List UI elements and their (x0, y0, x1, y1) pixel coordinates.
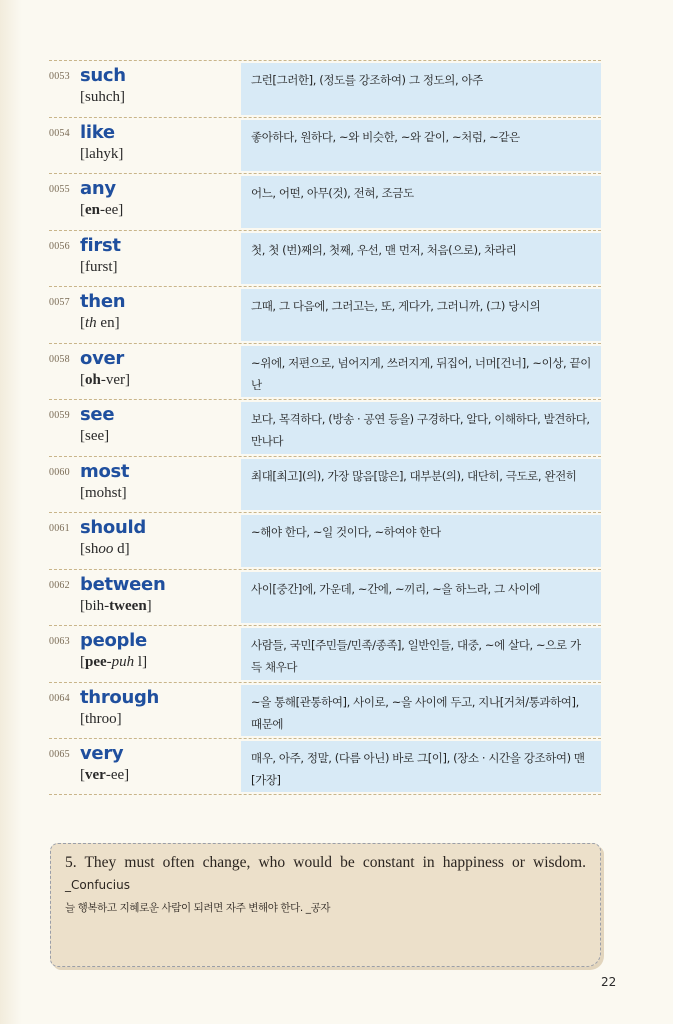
headword: such (80, 65, 126, 86)
pronunciation-segment: d] (113, 541, 130, 557)
vocab-entry (49, 173, 601, 230)
page-binding-shadow (0, 0, 22, 1024)
entry-number: 0058 (49, 353, 70, 365)
pronunciation (80, 259, 118, 276)
meaning-box (241, 63, 601, 115)
meaning-box (241, 741, 601, 792)
pronunciation-segment: [ (80, 371, 85, 388)
meaning-box (241, 572, 601, 624)
vocab-entry (49, 399, 601, 456)
meaning-box (241, 685, 601, 737)
pronunciation (80, 541, 130, 558)
vocab-entry (49, 682, 601, 739)
pronunciation-segment: [bih- (80, 597, 110, 614)
meaning-box (241, 120, 601, 172)
korean-meaning: 좋아하다, 원하다, ~와 비슷한, ~와 같이, ~처럼, ~같은 (251, 129, 520, 144)
pronunciation-segment: -ver] (100, 371, 130, 388)
korean-meaning: 첫, 첫 (번)째의, 첫째, 우선, 맨 먼저, 처음(으로), 차라리 (251, 242, 517, 257)
headword: then (80, 291, 126, 312)
headword: like (80, 121, 115, 143)
headword: people (80, 630, 147, 651)
pronunciation-segment: l] (134, 654, 148, 670)
pronunciation-segment: [furst] (80, 258, 118, 275)
pronunciation-segment: - (106, 654, 112, 670)
pronunciation-segment: pee (85, 654, 107, 670)
entry-number: 0056 (49, 240, 70, 252)
vocab-entry (49, 738, 601, 795)
headword: between (80, 573, 166, 595)
pronunciation-segment: [ (80, 654, 85, 670)
vocab-entry (49, 286, 601, 343)
korean-meaning: 매우, 아주, 정말, (다름 아닌) 바로 그[이], (장소 · 시간을 강조하여) 맨[가장] (251, 751, 585, 787)
pronunciation (80, 89, 125, 106)
headword: first (80, 234, 121, 256)
entry-number: 0062 (49, 579, 70, 591)
vocab-entry (49, 117, 601, 174)
meaning-box (241, 459, 601, 511)
meaning-box (241, 628, 601, 680)
korean-meaning: 보다, 목격하다, (방송 · 공연 등을) 구경하다, 알다, 이해하다, 발견하다, 만나다 (251, 412, 590, 448)
korean-meaning: ~위에, 저편으로, 넘어지게, 쓰러지게, 뒤집어, 너머[건너], ~이상, 끝이 난 (251, 355, 591, 392)
korean-meaning: 어느, 어떤, 아무(것), 전혀, 조금도 (251, 186, 414, 200)
meaning-box (241, 346, 601, 398)
pronunciation-segment: tween (109, 597, 147, 614)
pronunciation (80, 428, 109, 445)
quote-author: _Confucius (65, 878, 130, 892)
pronunciation-segment: -ee] (105, 767, 130, 783)
headword: over (80, 347, 124, 369)
vocab-entry (49, 60, 601, 117)
korean-meaning: 최대[최고](의), 가장 많음[많은], 대부분(의), 대단히, 극도로, 완전히 (251, 468, 577, 483)
pronunciation (80, 767, 129, 784)
entry-number: 0054 (49, 127, 70, 139)
vocab-entry (49, 569, 601, 626)
quote-box (50, 843, 601, 967)
pronunciation-segment: th (85, 315, 97, 331)
pronunciation-segment: en (85, 202, 100, 218)
meaning-box (241, 515, 601, 567)
pronunciation-segment: [lahyk] (80, 145, 124, 162)
meaning-box (241, 176, 601, 228)
pronunciation-segment: [ (80, 202, 85, 218)
quote-english (65, 852, 586, 896)
headword: most (80, 460, 130, 482)
entry-number: 0061 (49, 523, 70, 534)
pronunciation-segment: oh (85, 371, 101, 388)
entry-number: 0064 (49, 692, 70, 704)
entry-number: 0060 (49, 466, 70, 478)
meaning-box (241, 289, 601, 341)
korean-meaning: 사람들, 국민[주민들/민족/종족], 일반인들, 대중, ~에 살다, ~으로 가득 채우다 (251, 638, 581, 674)
korean-meaning: ~해야 한다, ~일 것이다, ~하여야 한다 (251, 525, 441, 539)
vocab-entry (49, 456, 601, 513)
entry-number: 0053 (49, 71, 70, 82)
quote-english-text: 5. They must often change, who would be constant in happiness or wisdom. (65, 854, 586, 871)
pronunciation-segment: [suhch] (80, 89, 125, 105)
vocab-entry (49, 512, 601, 569)
entry-number: 0063 (49, 636, 70, 647)
korean-meaning: 사이[중간]에, 가운데, ~간에, ~끼리, ~을 하느라, 그 사이에 (251, 581, 541, 596)
pronunciation-segment: [ (80, 315, 85, 331)
pronunciation-segment: ver (85, 767, 106, 783)
vocabulary-list (49, 60, 601, 795)
pronunciation-segment: oo (98, 541, 114, 557)
pronunciation-segment: [sh (80, 541, 99, 557)
headword: see (80, 404, 115, 425)
pronunciation (80, 315, 120, 332)
korean-meaning: ~을 통해[관통하여], 사이로, ~을 사이에 두고, 지나[거쳐/통과하여], 때문에 (251, 694, 579, 731)
pronunciation (80, 202, 123, 219)
vocab-entry (49, 230, 601, 287)
entry-number: 0055 (49, 184, 70, 195)
entry-number: 0059 (49, 410, 70, 421)
quote-korean: 늘 행복하고 지혜로운 사람이 되려면 자주 변해야 한다. _공자 (65, 902, 331, 914)
headword: any (80, 178, 116, 199)
headword: should (80, 517, 146, 538)
pronunciation-segment: ] (146, 597, 152, 614)
pronunciation-segment: puh (111, 654, 135, 670)
pronunciation (80, 372, 130, 389)
meaning-box (241, 402, 601, 454)
page-number: 22 (601, 975, 617, 989)
korean-meaning: 그때, 그 다음에, 그러고는, 또, 게다가, 그러니까, (그) 당시의 (251, 299, 541, 313)
pronunciation-segment: [mohst] (80, 484, 127, 501)
pronunciation-segment: [see] (80, 428, 110, 444)
pronunciation-segment: -ee] (100, 202, 124, 218)
pronunciation (80, 146, 123, 163)
pronunciation-segment: [ (80, 767, 85, 783)
headword: very (80, 743, 124, 764)
vocab-entry (49, 343, 601, 400)
entry-number: 0065 (49, 749, 70, 760)
headword: through (80, 686, 160, 708)
pronunciation (80, 598, 152, 615)
entry-number: 0057 (49, 297, 70, 308)
korean-meaning: 그런[그러한], (정도를 강조하여) 그 정도의, 아주 (251, 73, 483, 87)
pronunciation (80, 485, 127, 502)
pronunciation-segment: en] (96, 315, 120, 331)
pronunciation (80, 654, 147, 671)
pronunciation (80, 711, 122, 728)
meaning-box (241, 233, 601, 285)
pronunciation-segment: [throo] (80, 710, 122, 727)
vocab-entry (49, 625, 601, 682)
